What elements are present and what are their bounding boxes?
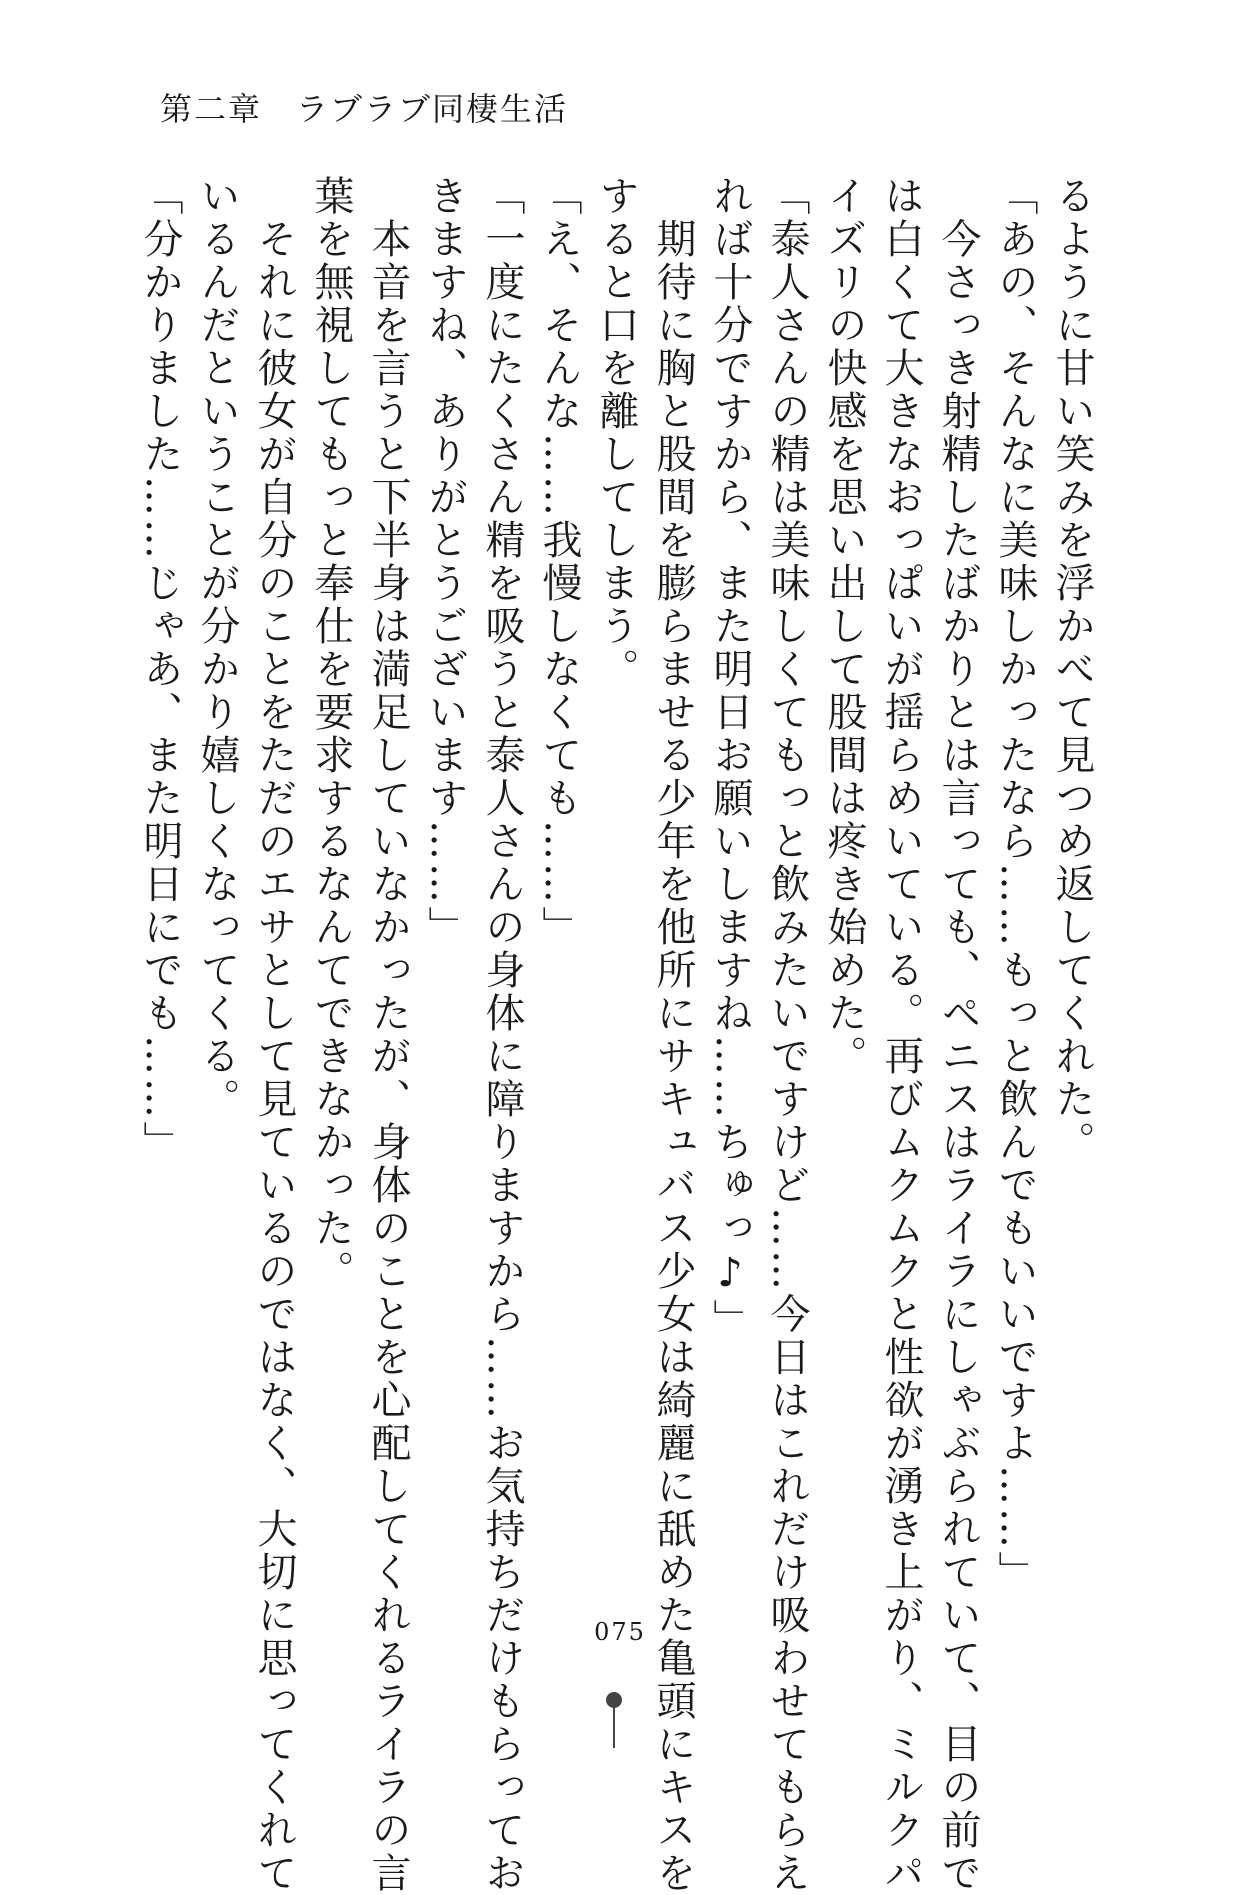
text-line: きますね、ありがとうございます……」	[422, 175, 468, 949]
text-line: 「え、そんな……我慢しなくても……」	[536, 175, 582, 949]
text-line: イズリの快感を思い出して股間は疼き始めた。	[821, 175, 867, 1078]
text-line: 期待に胸と股間を膨らませる少年を他所にサキュバス少女は綺麗に舐めた亀頭にキスを	[650, 175, 696, 1895]
text-line: は白くて大きなおっぱいが揺らめいている。再びムクムクと性欲が湧き上がり、ミルクパ	[878, 175, 924, 1895]
folio-rule-ornament	[613, 1706, 615, 1748]
text-line: 「一度にたくさん精を吸うと泰人さんの身体に障りますから……お気持ちだけもらってお	[479, 175, 525, 1895]
text-line: 「あの、そんなに美味しかったなら……もっと飲んでもいいですよ……」	[992, 175, 1038, 1594]
text-line: 葉を無視してもっと奉仕を要求するなんてできなかった。	[308, 175, 354, 1293]
text-line: いるんだということが分かり嬉しくなってくる。	[194, 175, 240, 1121]
text-line: 「泰人さんの精は美味しくてもっと飲みたいですけど……今日はこれだけ吸わせてもらえ	[764, 175, 810, 1895]
text-line: 本音を言うと下半身は満足していなかったが、身体のことを心配してくれるライラの言	[365, 175, 411, 1895]
page-number: 075	[594, 1618, 646, 1646]
text-line: 今さっき射精したばかりとは言っても、ペニスはライラにしゃぶられていて、目の前で	[935, 175, 981, 1895]
text-line: すると口を離してしまう。	[593, 175, 639, 691]
text-line: るように甘い笑みを浮かべて見つめ返してくれた。	[1049, 175, 1095, 1164]
running-head: 第二章 ラブラブ同棲生活	[160, 90, 569, 128]
text-line: れば十分ですから、また明日お願いしますね……ちゅっ♪」	[707, 175, 753, 1342]
text-line: それに彼女が自分のことをただのエサとして見ているのではなく、大切に思ってくれて	[251, 175, 297, 1895]
text-line: 「分かりました……じゃあ、また明日にでも……」	[137, 175, 183, 1164]
